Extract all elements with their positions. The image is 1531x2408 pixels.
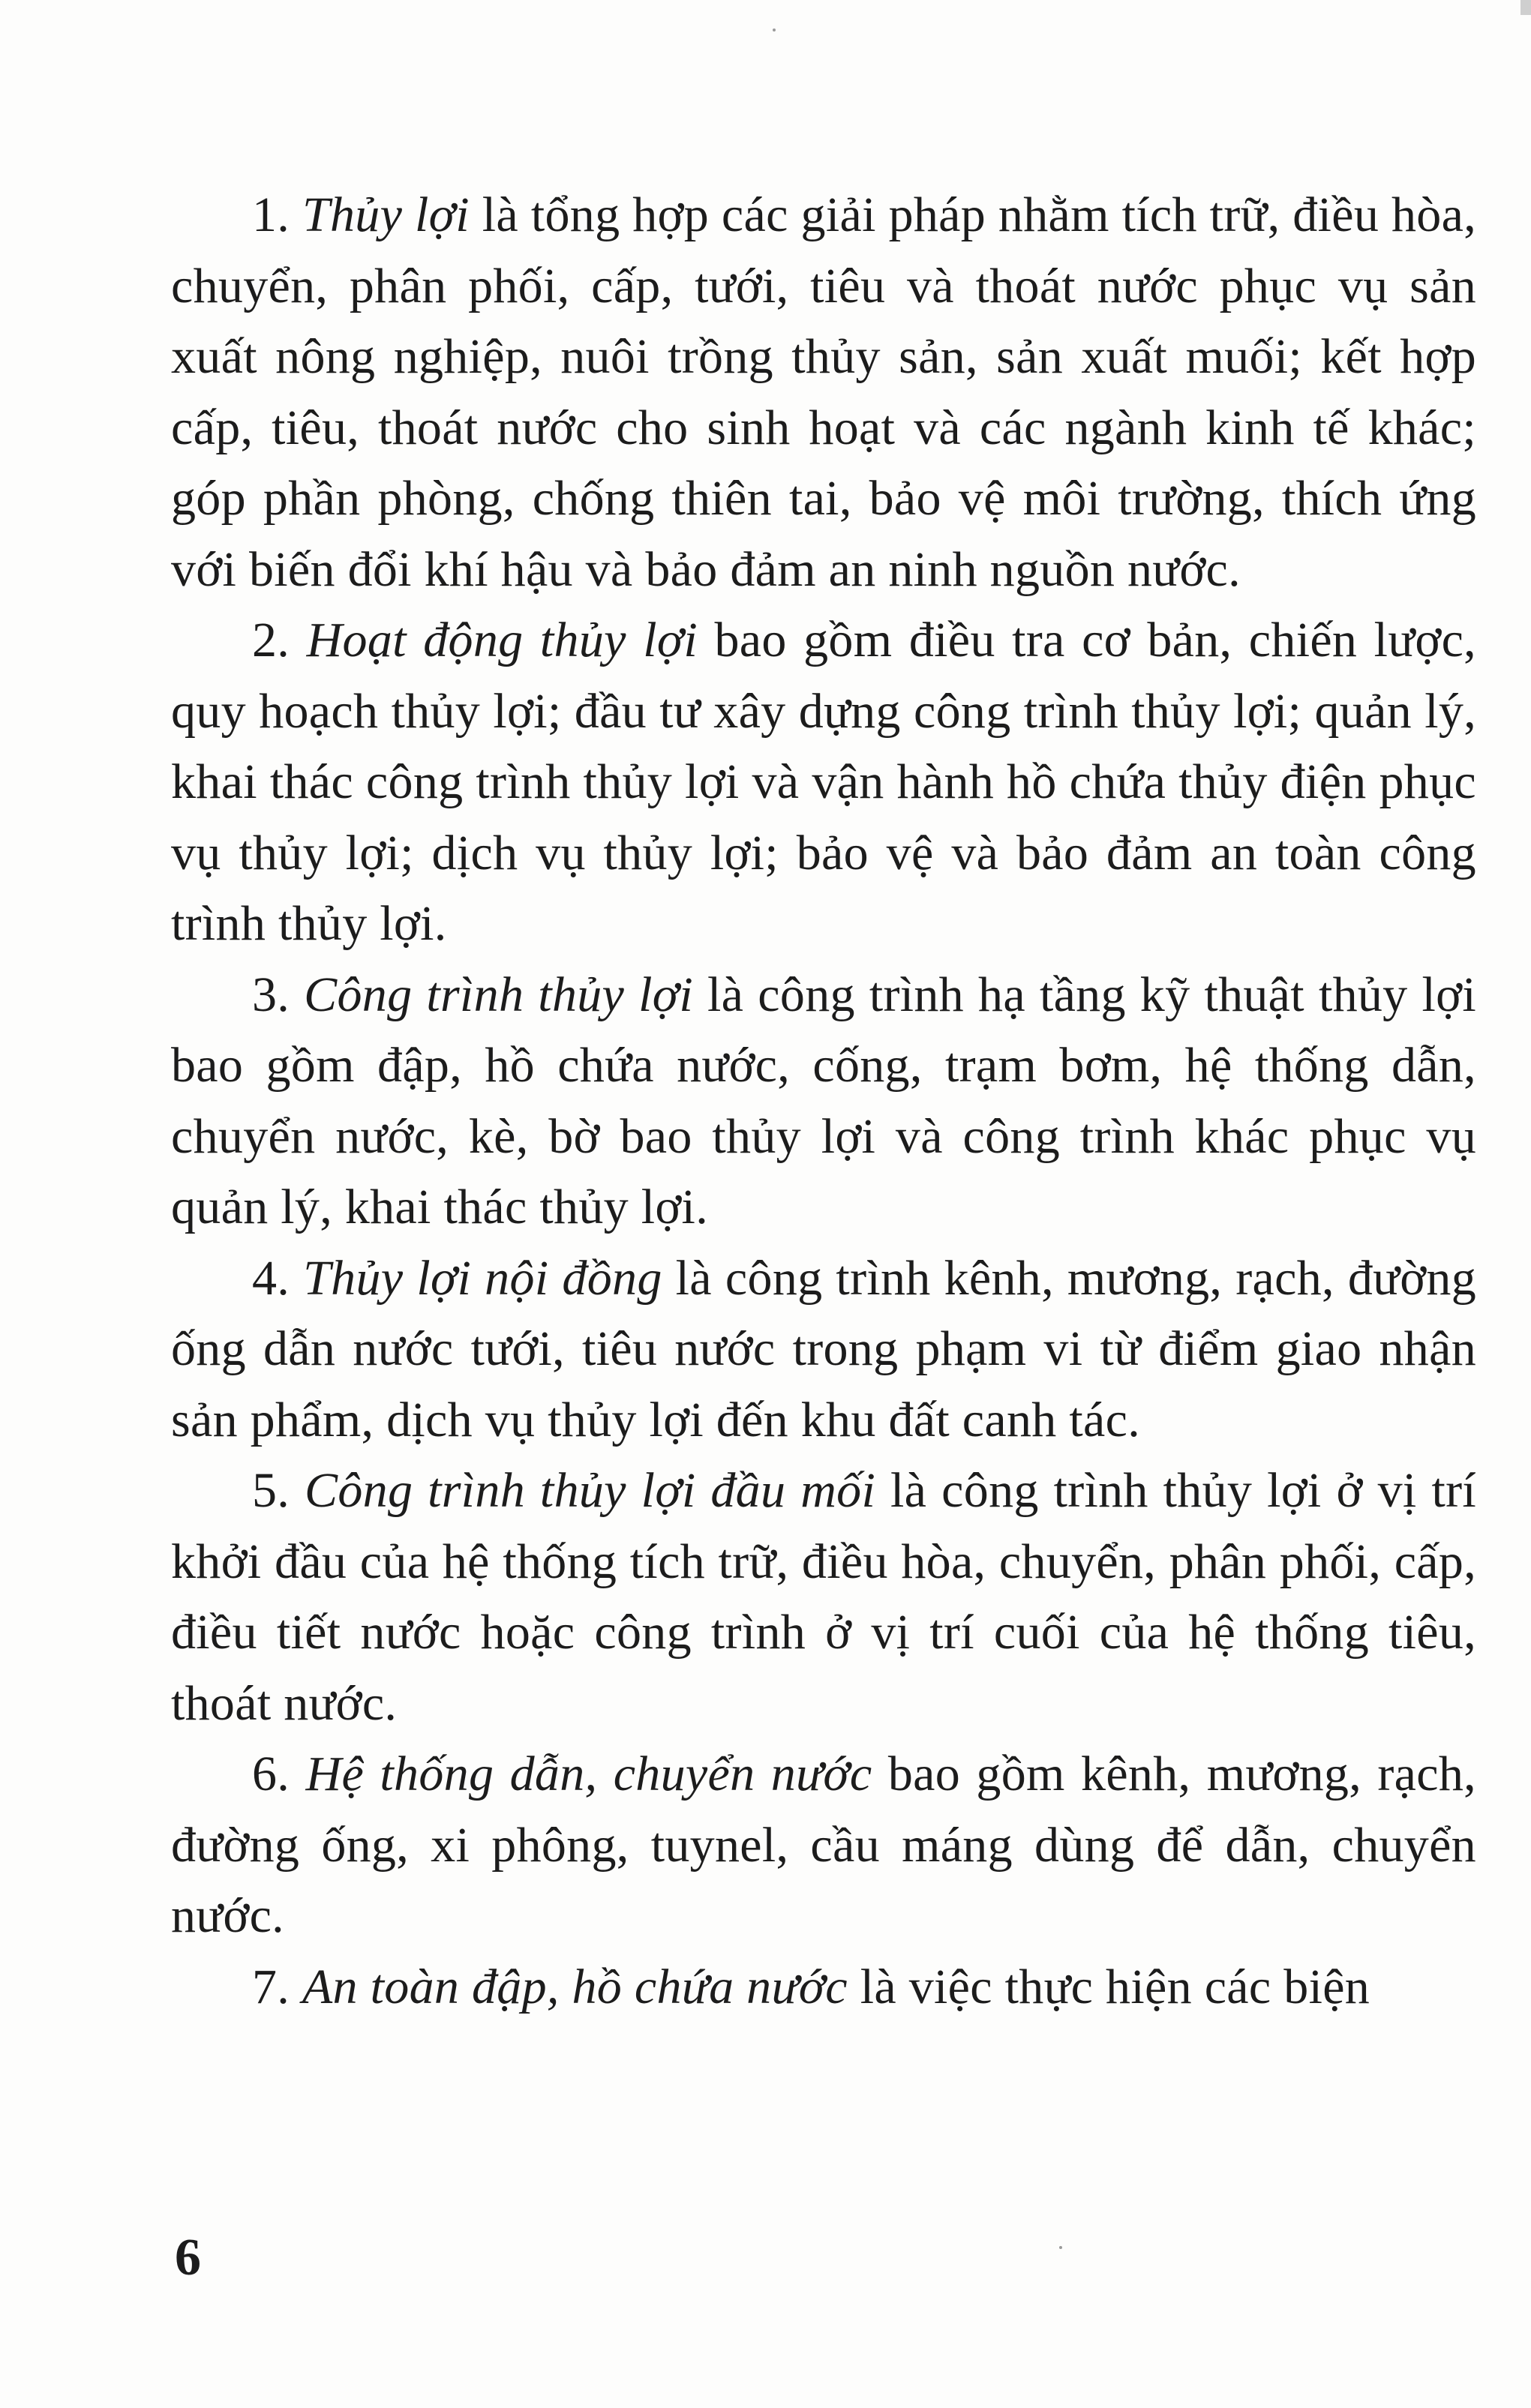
- definition-number: 2.: [252, 613, 290, 667]
- definition-term: Hoạt động thủy lợi: [306, 613, 698, 667]
- definition-5: [171, 1456, 1476, 1739]
- definition-number: 7.: [252, 1959, 290, 2014]
- definition-text: là việc thực hiện các biện: [860, 1959, 1370, 2014]
- definition-term: Công trình thủy lợi: [304, 967, 693, 1022]
- definition-text: là công trình hạ tầng kỹ thuật thủy lợi bao gồm đập, hồ chứa nước, cống, trạm bơm, hệ thống dẫn, chuyển nước, kè, bờ bao thủy lợi và công trình khác phục vụ quản lý, khai thác thủy lợi.: [171, 967, 1476, 1234]
- definition-term: Công trình thủy lợi đầu mối: [305, 1463, 876, 1518]
- definition-text: là tổng hợp các giải pháp nhằm tích trữ, điều hòa, chuyển, phân phối, cấp, tưới, tiêu và thoát nước phục vụ sản xuất nông nghiệp, nuôi trồng thủy sản, sản xuất muối; kết hợp cấp, tiêu, thoát nước cho sinh hoạt và các ngành kinh tế khác; góp phần phòng, chống thiên tai, bảo vệ môi trường, thích ứng với biến đổi khí hậu và bảo đảm an ninh nguồn nước.: [171, 187, 1476, 597]
- definition-number: 3.: [252, 967, 290, 1022]
- definition-1: [171, 180, 1476, 605]
- definitions-list: [171, 180, 1476, 2023]
- scan-edge-mark: [1520, 0, 1531, 15]
- definition-number: 1.: [252, 187, 290, 242]
- definition-text: bao gồm kênh, mương, rạch, đường ống, xi phông, tuynel, cầu máng dùng để dẫn, chuyển nước.: [171, 1747, 1476, 1943]
- definition-text: là công trình thủy lợi ở vị trí khởi đầu của hệ thống tích trữ, điều hòa, chuyển, phân phối, cấp, điều tiết nước hoặc công trình ở vị trí cuối của hệ thống tiêu, thoát nước.: [171, 1463, 1476, 1731]
- page-number: 6: [175, 2229, 201, 2287]
- definition-number: 5.: [252, 1463, 290, 1518]
- definition-number: 4.: [252, 1250, 290, 1306]
- definition-2: [171, 605, 1476, 960]
- definition-number: 6.: [252, 1747, 290, 1801]
- definition-term: Hệ thống dẫn, chuyển nước: [305, 1747, 872, 1801]
- definition-7: [171, 1952, 1476, 2023]
- definition-term: Thủy lợi: [302, 187, 470, 242]
- definition-text: là công trình kênh, mương, rạch, đường ống dẫn nước tưới, tiêu nước trong phạm vi từ điểm giao nhận sản phẩm, dịch vụ thủy lợi đến khu đất canh tác.: [171, 1250, 1476, 1447]
- definition-6: [171, 1739, 1476, 1952]
- definition-3: [171, 960, 1476, 1243]
- scan-speck: [773, 28, 776, 31]
- definition-text: bao gồm điều tra cơ bản, chiến lược, quy hoạch thủy lợi; đầu tư xây dựng công trình thủy lợi; quản lý, khai thác công trình thủy lợi và vận hành hồ chứa thủy điện phục vụ thủy lợi; dịch vụ thủy lợi; bảo vệ và bảo đảm an toàn công trình thủy lợi.: [171, 613, 1476, 951]
- scan-speck: [1059, 2246, 1062, 2249]
- definition-term: An toàn đập, hồ chứa nước: [302, 1959, 848, 2014]
- definition-4: [171, 1243, 1476, 1456]
- definition-term: Thủy lợi nội đồng: [303, 1250, 662, 1306]
